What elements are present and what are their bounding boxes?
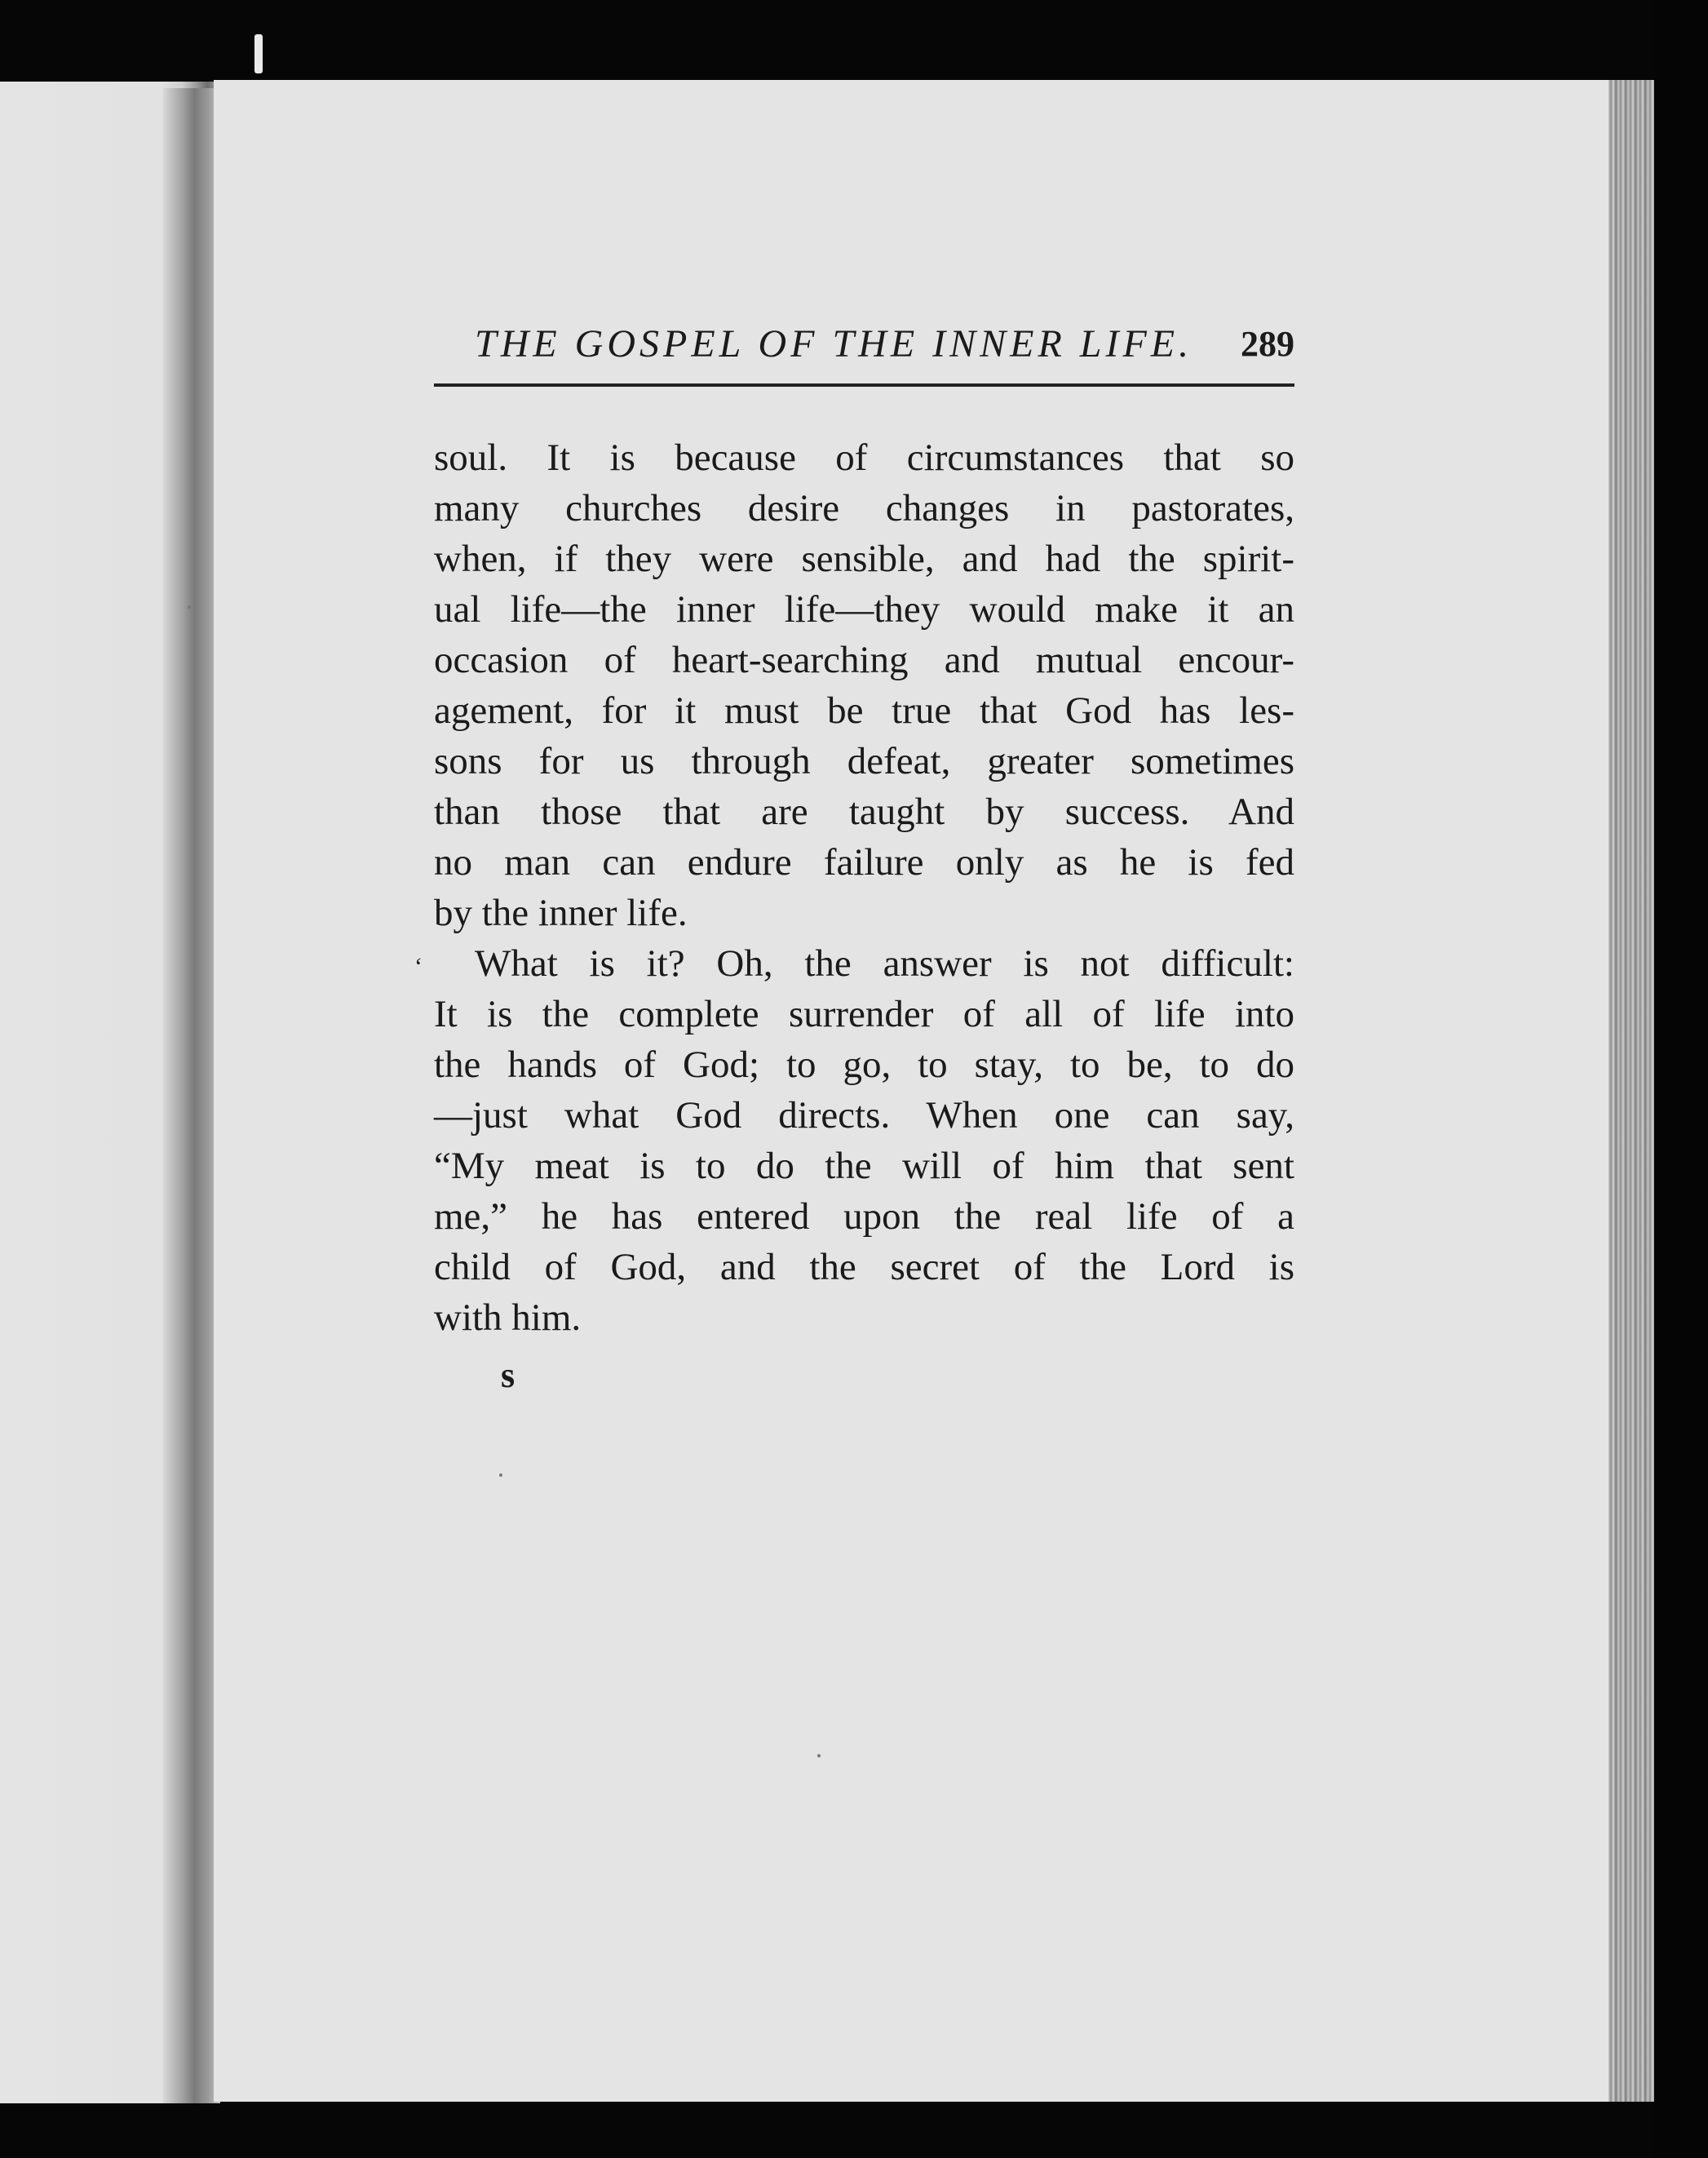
text-line: soul. It is because of circumstances that so xyxy=(434,436,1294,479)
text-line: me,” he has entered upon the real life of a xyxy=(434,1195,1294,1238)
text-line: ual life—the inner life—they would make it an xyxy=(434,588,1294,631)
text-line: What is it? Oh, the answer is not difficult: xyxy=(475,942,1294,985)
book-gutter xyxy=(163,88,220,2103)
text-line: sons for us through defeat, greater sometimes xyxy=(434,740,1294,782)
text-line: agement, for it must be true that God has les- xyxy=(434,689,1294,732)
paper-speck xyxy=(817,1754,821,1757)
scan-border xyxy=(1654,0,1708,2158)
running-head-title: THE GOSPEL OF THE INNER LIFE. xyxy=(475,322,1193,366)
running-head xyxy=(434,318,1294,387)
text-line: than those that are taught by success. And xyxy=(434,791,1294,833)
page-stack-edge xyxy=(1608,80,1654,2102)
text-line: many churches desire changes in pastorates, xyxy=(434,487,1294,530)
text-line: with him. xyxy=(434,1296,582,1339)
film-speck xyxy=(254,34,263,73)
text-line: —just what God directs. When one can say, xyxy=(434,1094,1294,1137)
text-line: child of God, and the secret of the Lord is xyxy=(434,1246,1294,1288)
paper-speck xyxy=(188,605,191,609)
text-line: by the inner life. xyxy=(434,892,688,934)
body-text xyxy=(434,432,1294,1343)
paper-speck xyxy=(499,1473,502,1477)
text-line: “My meat is to do the will of him that sent xyxy=(434,1145,1294,1187)
text-line: occasion of heart-searching and mutual encour- xyxy=(434,639,1294,681)
text-line: when, if they were sensible, and had the spirit- xyxy=(434,538,1294,580)
page-number: 289 xyxy=(1241,324,1294,364)
text-line: the hands of God; to go, to stay, to be, to do xyxy=(434,1044,1294,1086)
margin-mark: ‘ xyxy=(414,953,423,980)
header-rule xyxy=(434,383,1294,387)
text-line: It is the complete surrender of all of life into xyxy=(434,993,1294,1035)
signature-mark: s xyxy=(501,1355,515,1395)
text-line: no man can endure failure only as he is fed xyxy=(434,841,1294,884)
